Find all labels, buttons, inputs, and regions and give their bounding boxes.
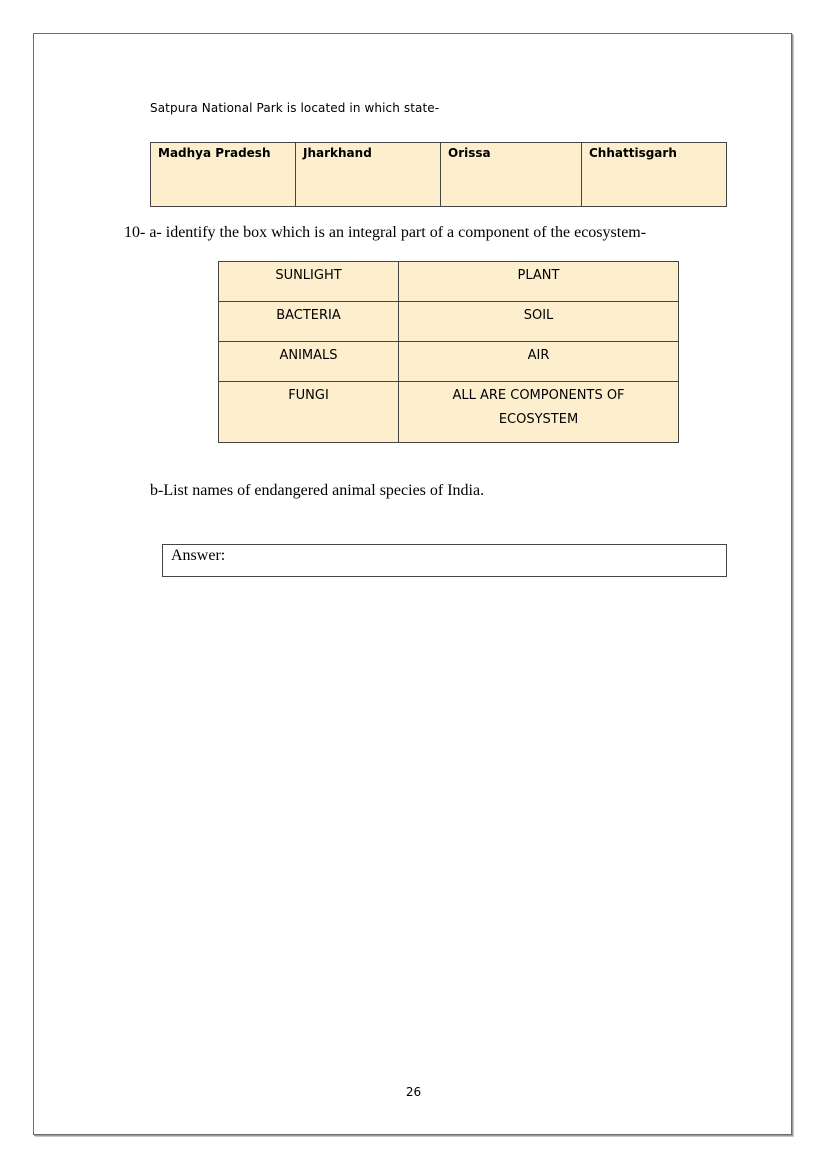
answer-box[interactable] — [162, 544, 727, 577]
option-cell[interactable]: Madhya Pradesh — [151, 143, 296, 207]
ecosystem-table — [218, 261, 679, 443]
table-row — [219, 342, 679, 382]
question-9-text: Satpura National Park is located in which state- — [150, 101, 440, 115]
table-cell[interactable]: ALL ARE COMPONENTS OF ECOSYSTEM — [399, 382, 679, 443]
options-table — [150, 142, 727, 207]
table-row — [219, 302, 679, 342]
question-10b-text: b-List names of endangered animal species of India. — [150, 482, 485, 499]
table-cell[interactable]: SUNLIGHT — [219, 262, 399, 302]
table-cell[interactable]: AIR — [399, 342, 679, 382]
question-10a-text: 10- a- identify the box which is an integral part of a component of the ecosystem- — [124, 224, 647, 241]
answer-label: Answer: — [171, 547, 226, 564]
option-cell[interactable]: Chhattisgarh — [582, 143, 727, 207]
table-cell[interactable]: SOIL — [399, 302, 679, 342]
table-cell[interactable]: FUNGI — [219, 382, 399, 443]
table-row — [219, 382, 679, 443]
table-cell[interactable]: PLANT — [399, 262, 679, 302]
option-cell[interactable]: Jharkhand — [296, 143, 441, 207]
table-cell[interactable]: ANIMALS — [219, 342, 399, 382]
table-row — [219, 262, 679, 302]
table-cell[interactable]: BACTERIA — [219, 302, 399, 342]
page-number: 26 — [405, 1085, 422, 1099]
options-row — [151, 143, 727, 207]
option-cell[interactable]: Orissa — [441, 143, 582, 207]
